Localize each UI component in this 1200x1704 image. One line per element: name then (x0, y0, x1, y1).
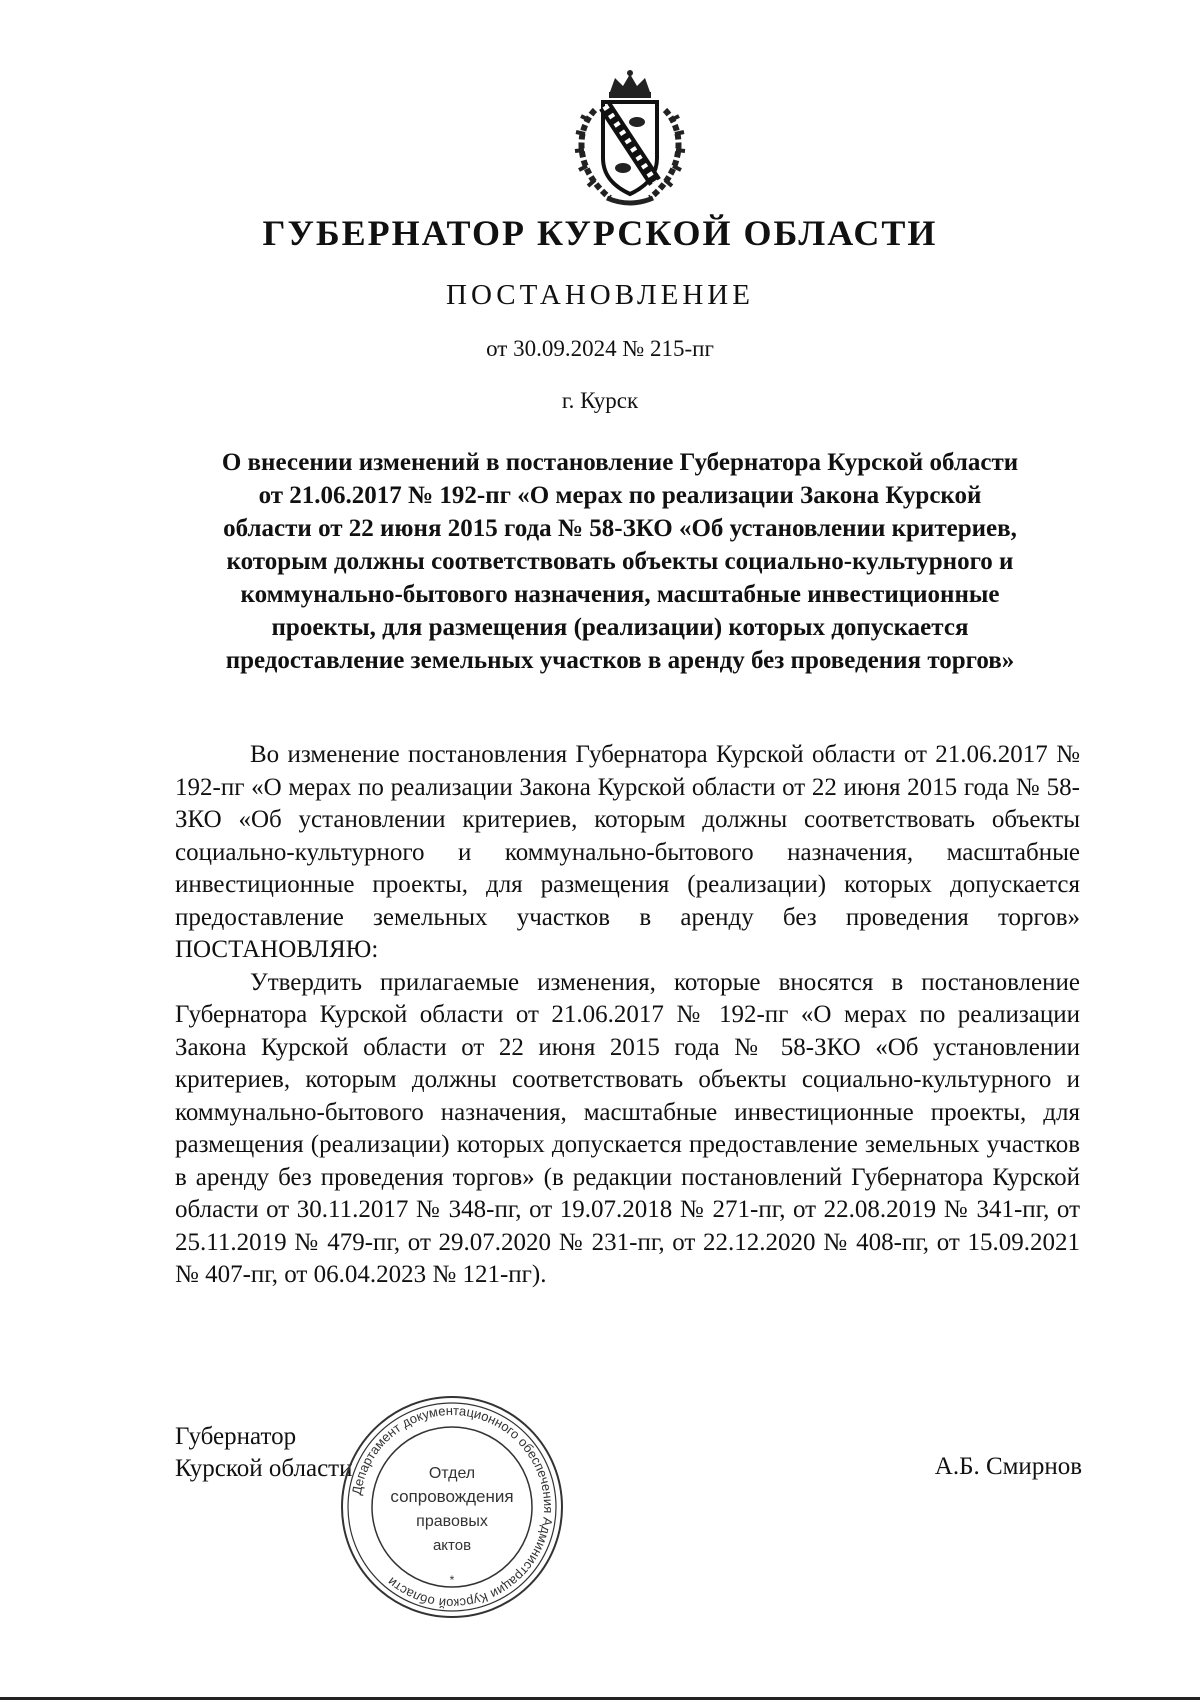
stamp-inner-line: правовых (416, 1513, 488, 1530)
signatory-position-line: Курской области (175, 1455, 353, 1482)
document-body (175, 739, 1080, 1292)
subject-line: от 21.06.2017 № 192-пг «О мерах по реализации Закона Курской (258, 482, 982, 509)
page-bottom-border (0, 1697, 1200, 1700)
signatory-position-line: Губернатор (175, 1423, 297, 1450)
subject-line: коммунально-бытового назначения, масштабные инвестиционные (240, 581, 1000, 608)
document-city: г. Курск (561, 388, 639, 413)
stamp-inner-line: актов (432, 1537, 472, 1554)
subject-line: предоставление земельных участков в аренду без проведения торгов» (225, 647, 1015, 674)
official-stamp (337, 1392, 567, 1622)
document-number: от 30.09.2024 № 215-пг (486, 336, 714, 361)
body-paragraph: Утвердить прилагаемые изменения, которые вносятся в постановление Губернатора Курской области от 21.06.2017 № 192-пг «О мерах по реализации Закона Курской области от 22 июня 2015 года № 58-ЗКО «Об установлении критериев, которым должны соответствовать объекты социально-культурного и коммунально-бытового назначения, масштабные инвестиционные проекты, для размещения (реализации) которых допускается предоставление земельных участков в аренду без проведения торгов» (в редакции постановлений Губернатора Курской области от 30.11.2017 № 348-пг, от 19.07.2018 № 271-пг, от 22.08.2019 № 341-пг, от 25.11.2019 № 479-пг, от 29.07.2020 № 231-пг, от 22.12.2020 № 408-пг, от 15.09.2021 № 407-пг, от 06.04.2023 № 121-пг). (175, 968, 1080, 1288)
stamp-outer-text: Департамент документационного обеспечения Администрации Курской области (348, 1402, 557, 1612)
issuer-title: ГУБЕРНАТОР КУРСКОЙ ОБЛАСТИ (262, 213, 938, 253)
signatory-position (175, 1421, 352, 1485)
signatory-name: А.Б. Смирнов (934, 1453, 1082, 1480)
star-icon: * (449, 1573, 455, 1587)
body-paragraph: Во изменение постановления Губернатора Курской области от 21.06.2017 № 192-пг «О мерах по реализации Закона Курской области от 22 июня 2015 года № 58-ЗКО «Об установлении критериев, которым должны соответствовать объекты социально-культурного и коммунально-бытового назначения, масштабные инвестиционные проекты, для размещения (реализации) которых допускается предоставление земельных участков в аренду без проведения торгов» ПОСТАНОВЛЯЮ: (175, 741, 1080, 963)
document-subject (160, 446, 1080, 677)
subject-line: проекты, для размещения (реализации) которых допускается (271, 614, 969, 641)
subject-line: области от 22 июня 2015 года № 58-ЗКО «Об установлении критериев, (223, 515, 1017, 542)
subject-line: которым должны соответствовать объекты социально-культурного и (226, 548, 1014, 575)
stamp-inner-line: сопровождения (390, 1487, 514, 1506)
subject-line: О внесении изменений в постановление Губернатора Курской области (221, 449, 1019, 476)
stamp-inner-line: Отдел (428, 1465, 476, 1482)
document-type: ПОСТАНОВЛЕНИЕ (446, 279, 754, 311)
coat-of-arms-icon (565, 70, 695, 210)
